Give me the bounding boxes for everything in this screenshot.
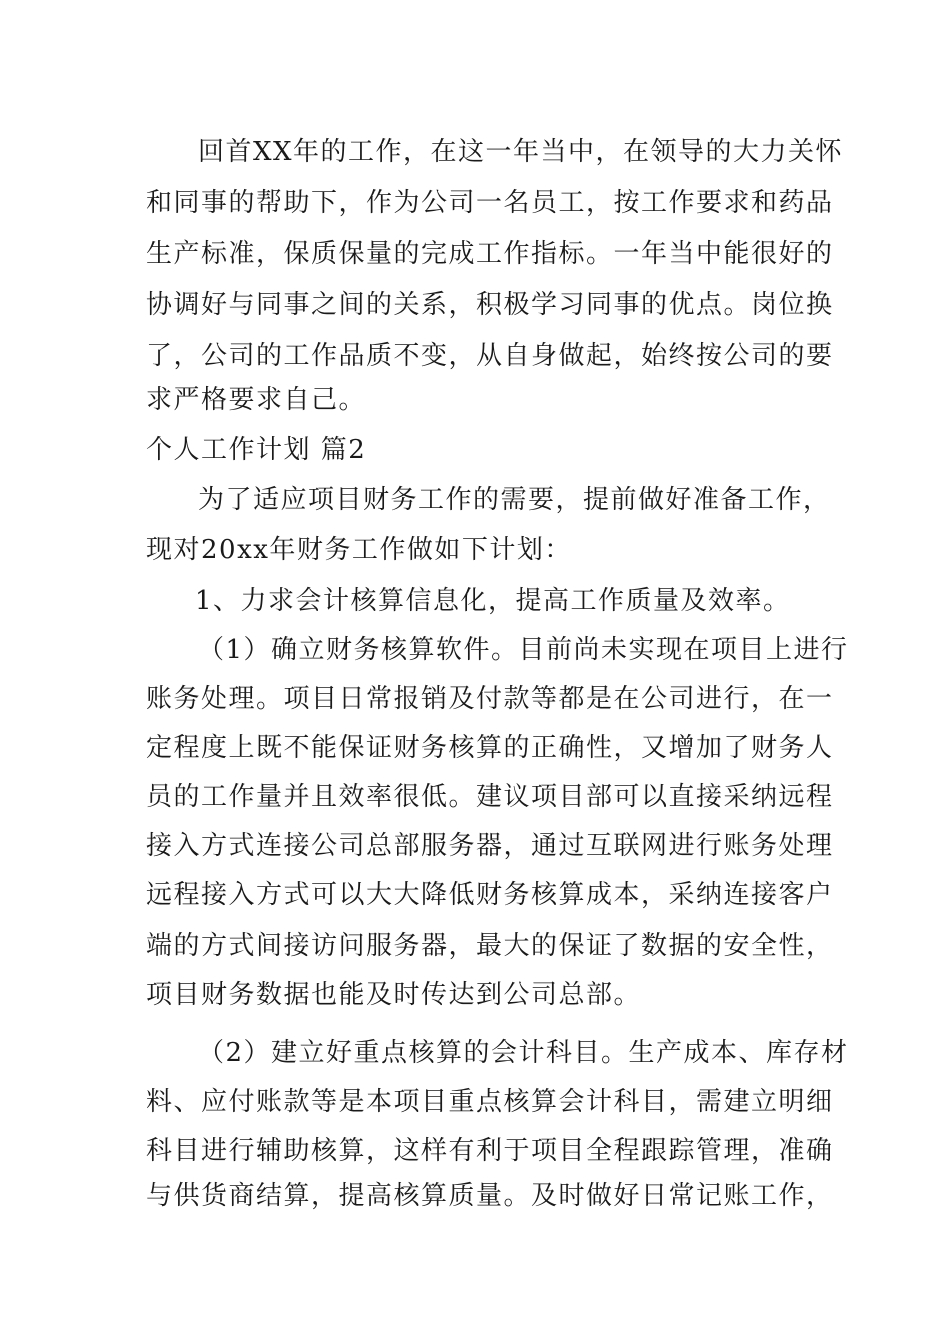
paragraph-line: 与供货商结算，提高核算质量。及时做好日常记账工作， [146,1181,834,1211]
paragraph-line: 为了适应项目财务工作的需要，提前做好准备工作， [198,485,831,515]
paragraph-line: 回首XX年的工作，在这一年当中，在领导的大力关怀 [198,137,844,167]
section-heading: 个人工作计划 篇2 [146,435,367,465]
paragraph-line: 员的工作量并且效率很低。建议项目部可以直接采纳远程 [146,782,834,812]
paragraph-line: 了，公司的工作品质不变，从自身做起，始终按公司的要 [146,341,834,371]
list-item-heading: 1、力求会计核算信息化，提高工作质量及效率。 [195,586,791,616]
paragraph-line: 账务处理。项目日常报销及付款等都是在公司进行，在一 [146,684,834,714]
paragraph-line: 料、应付账款等是本项目重点核算会计科目，需建立明细 [146,1087,834,1117]
paragraph-line: （1）确立财务核算软件。目前尚未实现在项目上进行 [198,635,849,665]
paragraph-line: 生产标准，保质保量的完成工作指标。一年当中能很好的 [146,239,834,269]
paragraph-line: 和同事的帮助下，作为公司一名员工，按工作要求和药品 [146,188,834,218]
paragraph-line: 求严格要求自己。 [146,385,367,415]
paragraph-line: 科目进行辅助核算，这样有利于项目全程跟踪管理，准确 [146,1136,834,1166]
paragraph-line: 项目财务数据也能及时传达到公司总部。 [146,980,642,1010]
paragraph-line: 现对20xx年财务工作做如下计划： [146,535,572,565]
paragraph-line: 协调好与同事之间的关系，积极学习同事的优点。岗位换 [146,290,834,320]
paragraph-line: （2）建立好重点核算的会计科目。生产成本、库存材 [198,1038,849,1068]
paragraph-line: 端的方式间接访问服务器，最大的保证了数据的安全性， [146,931,834,961]
paragraph-line: 接入方式连接公司总部服务器，通过互联网进行账务处理 [146,831,834,861]
paragraph-line: 定程度上既不能保证财务核算的正确性，又增加了财务人 [146,733,834,763]
paragraph-line: 远程接入方式可以大大降低财务核算成本，采纳连接客户 [146,880,834,910]
